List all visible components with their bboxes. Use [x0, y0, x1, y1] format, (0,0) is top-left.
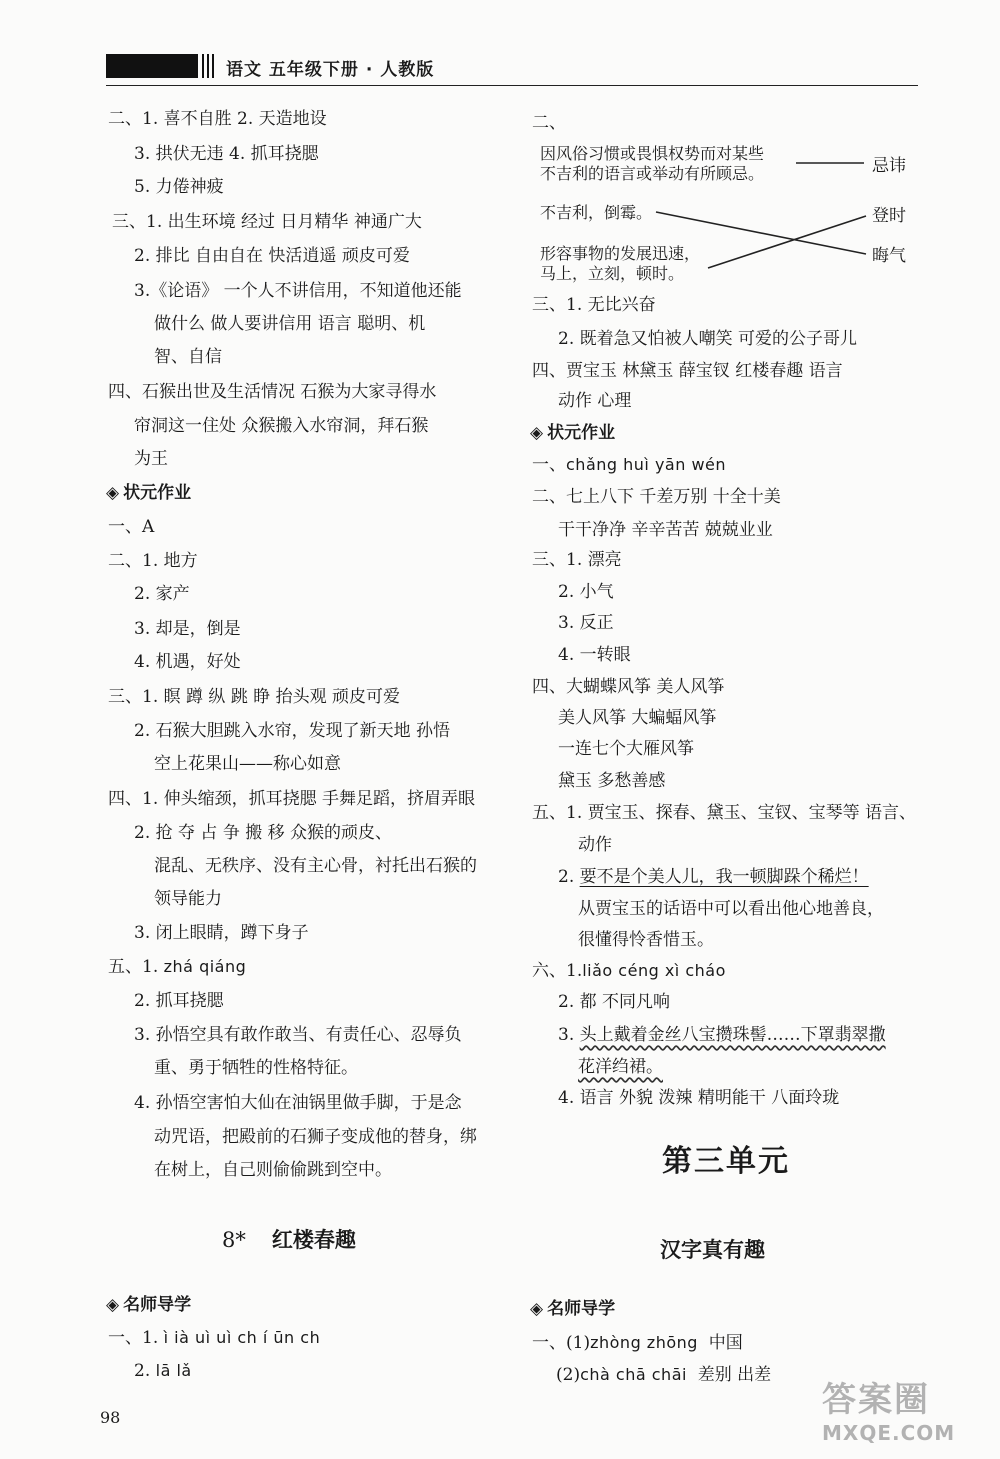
answer-line: 四、大蝴蝶风筝 美人风筝	[532, 677, 725, 697]
diamond-icon: ◈	[106, 483, 120, 503]
answer-line: 五、1. 贾宝玉、探春、黛玉、宝钗、宝琴等 语言、	[532, 803, 917, 823]
answer-line: 2. 排比 自由自在 快活逍遥 顽皮可爱	[134, 246, 410, 266]
answer-line: 二、1. 地方	[108, 551, 198, 571]
answer-line: 2. 抢 夺 占 争 搬 移 众猴的顽皮、	[134, 823, 393, 843]
match-definition-2: 不吉利，倒霉。	[540, 203, 653, 222]
answer-line: 为王	[134, 449, 168, 469]
answer-line: 混乱、无秩序、没有主心骨，衬托出石猴的	[154, 856, 477, 876]
answer-line: 做什么 做人要讲信用 语言 聪明、机	[154, 314, 426, 334]
answer-line: 五、1. zhá qiáng	[108, 957, 247, 977]
answer-line: 四、石猴出世及生活情况 石猴为大家寻得水	[108, 382, 437, 402]
answer-line: 四、1. 伸头缩颈，抓耳挠腮 手舞足蹈，挤眉弄眼	[108, 789, 476, 809]
match-definition-1: 因风俗习惯或畏惧权势而对某些 不吉利的语言或举动有所顾忌。	[540, 144, 765, 183]
running-header-title: 语文 五年级下册 · 人教版	[226, 60, 435, 80]
answer-line: 二、1. 喜不自胜 2. 天造地设	[108, 109, 327, 129]
answer-line: 三、1. 漂亮	[532, 550, 622, 570]
answer-line: 2. 家产	[134, 584, 190, 604]
answer-line: 重、勇于牺牲的性格特征。	[154, 1058, 358, 1078]
match-term-2: 登时	[872, 206, 906, 226]
answer-line: 花洋绉裙。	[578, 1057, 663, 1077]
watermark-logo: 答案圈 MXQE.COM	[822, 1380, 956, 1445]
answer-line: 4. 一转眼	[558, 645, 631, 665]
answer-line: 六、1.liǎo céng xì cháo	[532, 961, 726, 981]
diamond-icon: ◈	[530, 1299, 544, 1319]
diamond-icon: ◈	[106, 1295, 120, 1315]
unit-title: 第三单元	[662, 1144, 790, 1179]
answer-line: 在树上，自己则偷偷跳到空中。	[154, 1160, 392, 1180]
lesson-title: 汉字真有趣	[660, 1238, 765, 1262]
answer-line: 黛玉 多愁善感	[558, 771, 666, 791]
answer-line: 帘洞这一住处 众猴搬入水帘洞，拜石猴	[134, 416, 429, 436]
answer-line: (2)chà chā chāi 差别 出差	[556, 1365, 772, 1385]
answer-line: 5. 力倦神疲	[134, 177, 224, 197]
answer-line: 很懂得怜香惜玉。	[578, 930, 714, 950]
page-number: 98	[100, 1408, 121, 1427]
answer-line: 3. 孙悟空具有敢作敢当、有责任心、忍辱负	[134, 1025, 462, 1045]
answer-line: 三、1. 出生环境 经过 日月精华 神通广大	[112, 212, 422, 232]
answer-line: 从贾宝玉的话语中可以看出他心地善良，	[578, 899, 884, 919]
lesson-title: 8* 红楼春趣	[222, 1228, 356, 1252]
answer-line: 2. 要不是个美人儿，我一顿脚跺个稀烂！	[558, 867, 869, 887]
answer-line: 3. 头上戴着金丝八宝攒珠髻……下罩翡翠撒	[558, 1025, 886, 1045]
match-definition-3: 形容事物的发展迅速， 马上，立刻，顿时。	[540, 244, 701, 283]
section-heading-zhuangyuan: ◈ 状元作业	[530, 423, 616, 443]
answer-line: 一、(1)zhòng zhōng 中国	[532, 1333, 743, 1353]
answer-line: 领导能力	[154, 889, 222, 909]
matching-lines	[0, 0, 1000, 300]
answer-line: 3. 拱伏无违 4. 抓耳挠腮	[134, 144, 319, 164]
match-term-1: 忌讳	[872, 156, 906, 176]
answer-line: 动作 心理	[558, 391, 632, 411]
answer-line: 三、1. 瞑 蹲 纵 跳 睁 抬头观 顽皮可爱	[108, 687, 401, 707]
answer-line: 一连七个大雁风筝	[558, 739, 694, 759]
answer-line: 2. lā lǎ	[134, 1361, 192, 1381]
answer-line: 2. 小气	[558, 582, 614, 602]
answer-line: 4. 孙悟空害怕大仙在油锅里做手脚，于是念	[134, 1093, 462, 1113]
answer-line: 3.《论语》 一个人不讲信用，不知道他还能	[134, 281, 462, 301]
match-term-3: 晦气	[872, 246, 906, 266]
answer-line: 四、贾宝玉 林黛玉 薛宝钗 红楼春趣 语言	[532, 361, 843, 381]
answer-line: 美人风筝 大蝙蝠风筝	[558, 708, 717, 728]
answer-line: 2. 既着急又怕被人嘲笑 可爱的公子哥儿	[558, 329, 858, 349]
answer-line: 3. 闭上眼睛，蹲下身子	[134, 923, 309, 943]
answer-line: 动咒语，把殿前的石狮子变成他的替身，绑	[154, 1127, 477, 1147]
answer-line: 4. 语言 外貌 泼辣 精明能干 八面玲珑	[558, 1088, 840, 1108]
answer-line: 一、A	[108, 517, 155, 537]
section-heading-zhuangyuan: ◈ 状元作业	[106, 483, 192, 503]
answer-line: 3. 却是，倒是	[134, 619, 241, 639]
answer-line: 2. 都 不同凡响	[558, 992, 671, 1012]
answer-line: 二、	[532, 113, 566, 133]
answer-line: 2. 抓耳挠腮	[134, 991, 224, 1011]
answer-line: 干干净净 辛辛苦苦 兢兢业业	[558, 520, 773, 540]
answer-line: 三、1. 无比兴奋	[532, 295, 656, 315]
answer-line: 2. 石猴大胆跳入水帘，发现了新天地 孙悟	[134, 721, 451, 741]
answer-line: 空上花果山——称心如意	[154, 754, 341, 774]
answer-line: 3. 反正	[558, 613, 614, 633]
diamond-icon: ◈	[530, 423, 544, 443]
section-heading-mingshi: ◈ 名师导学	[106, 1295, 192, 1315]
answer-line: 4. 机遇，好处	[134, 652, 241, 672]
answer-line: 二、七上八下 千差万别 十全十美	[532, 487, 781, 507]
answer-line: 一、1. ì ià uì uì ch í ūn ch	[108, 1328, 321, 1348]
answer-line: 动作	[578, 835, 612, 855]
answer-line: 一、chǎng huì yān wén	[532, 455, 727, 475]
section-heading-mingshi: ◈ 名师导学	[530, 1299, 616, 1319]
answer-line: 智、自信	[154, 347, 222, 367]
